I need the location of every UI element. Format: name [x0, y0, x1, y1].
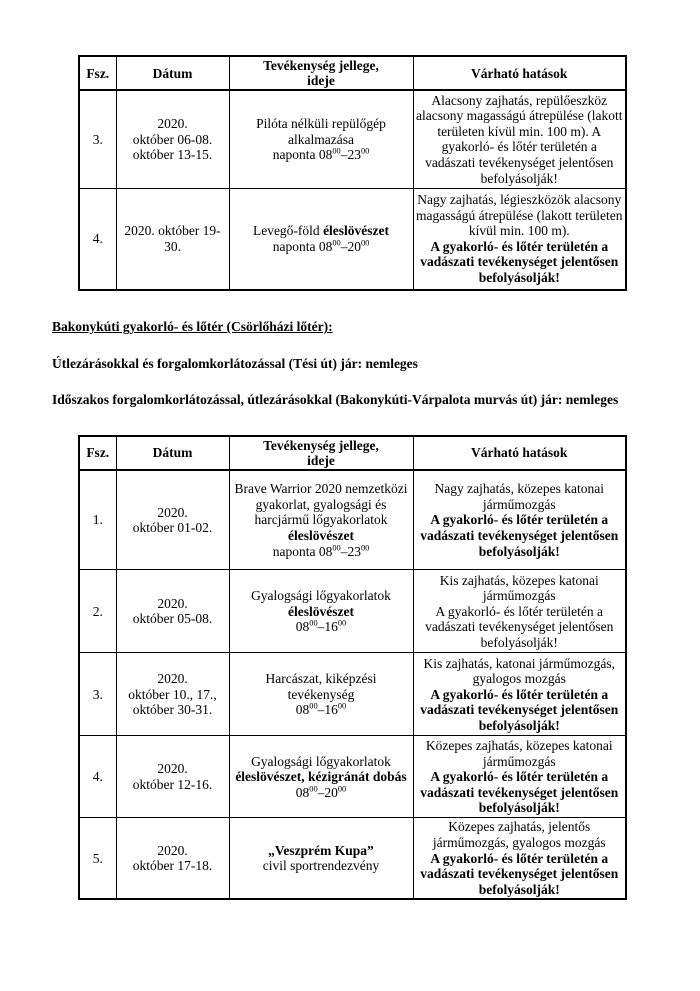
cell-date: [116, 736, 229, 818]
header-activity-line1: Tevékenység jellege,: [263, 58, 379, 73]
cell-effects: [413, 653, 626, 736]
restriction-line-2: Időszakos forgalomkorlátozással, útlezárásokkal (Bakonykúti-Várpalota murvás út) jár: nemleges: [52, 392, 619, 408]
activity-text: civil sportrendezvény: [262, 858, 380, 874]
time-sup: 00: [332, 238, 341, 248]
time-text: –16: [317, 619, 338, 635]
effects-text: Nagy zajhatás, közepes katonai járműmozgás: [434, 481, 604, 512]
header-fsz: Fsz.: [79, 436, 116, 470]
cell-activity: [229, 570, 413, 653]
time-sup: 00: [337, 618, 347, 628]
time-text: –20: [317, 784, 338, 800]
cell-activity: [229, 188, 413, 290]
time-sup: 00: [309, 618, 318, 628]
cell-effects: [413, 470, 626, 570]
effects-text: A gyakorló- és lőtér területén a vadászati tevékenységet jelentősen befolyásolják!: [425, 603, 614, 650]
header-activity-line2: ideje: [307, 452, 335, 468]
activity-text: Pilóta nélküli repülőgép alkalmazása: [256, 116, 386, 147]
cell-activity: [229, 470, 413, 570]
time-sup: 00: [309, 784, 318, 794]
effects-text: Közepes zajhatás, jelentős járműmozgás, gyalogos mozgás: [432, 819, 606, 850]
effects-text: Kis zajhatás, közepes katonai járműmozgás: [439, 572, 599, 604]
cell-date: [116, 470, 229, 570]
cell-effects: [413, 736, 626, 818]
time-sup: 00: [309, 701, 318, 711]
section-block: [52, 319, 670, 408]
date-line: október 12-16.: [132, 776, 213, 792]
effects-bold-text: A gyakorló- és lőtér területén a vadászati tevékenységet jelentősen befolyásolják!: [420, 686, 619, 733]
activity-text: Harcászat, kiképzési tevékenység: [265, 671, 377, 702]
activity-time: [232, 785, 411, 801]
effects-text: Kis zajhatás, katonai járműmozgás, gyalogos mozgás: [423, 655, 616, 687]
time-sup: 00: [337, 701, 347, 711]
time-sup: 00: [337, 784, 347, 794]
cell-fsz: 1.: [79, 470, 116, 570]
cell-activity: [229, 736, 413, 818]
time-text: naponta 08: [272, 238, 333, 254]
activity-time: [232, 619, 411, 635]
date-line: október 10., 17.,: [128, 686, 217, 702]
time-text: naponta 08: [272, 543, 333, 559]
date-line: 2020. október 19-30.: [124, 223, 221, 254]
cell-fsz: 3.: [79, 653, 116, 736]
cell-date: [116, 90, 229, 188]
cell-effects: [413, 90, 626, 188]
date-line: október 06-08.: [132, 131, 213, 147]
header-activity: [229, 436, 413, 470]
header-fsz: Fsz.: [79, 56, 116, 90]
date-line: 2020.: [157, 671, 188, 687]
cell-fsz: 4.: [79, 188, 116, 290]
cell-activity: [229, 653, 413, 736]
time-sup: 00: [360, 238, 370, 248]
table-row: [79, 736, 626, 818]
time-text: naponta 08: [272, 147, 333, 163]
header-datum: Dátum: [116, 56, 229, 90]
cell-date: [116, 653, 229, 736]
schedule-table-1: [78, 55, 627, 291]
header-datum: Dátum: [116, 436, 229, 470]
schedule-table-2: [78, 435, 627, 900]
time-sup: 00: [360, 543, 370, 552]
cell-fsz: 2.: [79, 570, 116, 653]
date-line: 2020.: [157, 504, 188, 520]
date-line: 2020.: [157, 116, 188, 132]
cell-date: [116, 570, 229, 653]
activity-bold: éleslövészet: [323, 223, 390, 239]
table-row: [79, 818, 626, 899]
activity-time: [232, 147, 411, 163]
activity-text: Gyalogsági lőgyakorlatok: [251, 588, 391, 604]
effects-bold-text: A gyakorló- és lőtér területén a vadászati tevékenységet jelentősen befolyásolják!: [420, 512, 619, 559]
date-line: 2020.: [157, 842, 188, 858]
table-row: [79, 570, 626, 653]
activity-text: Gyalogsági lőgyakorlatok: [251, 753, 391, 769]
cell-effects: [413, 188, 626, 290]
activity-text: Brave Warrior 2020 nemzetközi gyakorlat, gyalogsági és harcjármű lőgyakorlatok: [234, 481, 408, 528]
header-activity: [229, 56, 413, 90]
time-text: 08: [295, 619, 310, 635]
cell-fsz: 3.: [79, 90, 116, 188]
time-text: –23: [340, 543, 361, 559]
activity-time: [232, 544, 411, 560]
table-row: [79, 90, 626, 188]
effects-text: Alacsony zajhatás, repülőeszköz alacsony magasságú átrepülése (lakott területen kívül min. 100 m). A gyakorló- és lőtér területén a vadászati tevékenységet jelentősen befolyásolják!: [415, 92, 623, 186]
time-text: –16: [317, 702, 338, 718]
cell-activity: [229, 90, 413, 188]
time-text: –23: [340, 147, 361, 163]
time-text: –20: [340, 238, 361, 254]
table-row: [79, 188, 626, 290]
effects-text: Közepes zajhatás, közepes katonai járműmozgás: [425, 738, 613, 769]
date-line: 2020.: [157, 761, 188, 777]
activity-bold: éleslövészet: [288, 603, 354, 619]
header-activity-line1: Tevékenység jellege,: [263, 437, 379, 453]
cell-date: [116, 188, 229, 290]
time-text: 08: [295, 702, 310, 718]
date-line: október 13-15.: [132, 147, 213, 163]
header-effects: Várható hatások: [413, 56, 626, 90]
activity-bold: „Veszprém Kupa”: [268, 842, 374, 858]
effects-bold-text: A gyakorló- és lőtér területén a vadászati tevékenységet jelentősen befolyásolják!: [420, 850, 619, 897]
time-text: 08: [295, 784, 310, 800]
activity-time: [232, 239, 411, 255]
time-sup: 00: [332, 146, 341, 156]
header-activity-line2: ideje: [307, 73, 335, 89]
cell-fsz: 5.: [79, 818, 116, 899]
date-line: október 01-02.: [132, 520, 213, 536]
table-row: [79, 470, 626, 570]
activity-normal: Levegő-föld: [252, 223, 324, 239]
date-line: október 30-31.: [132, 702, 213, 718]
cell-date: [116, 818, 229, 899]
section-heading: Bakonykúti gyakorló- és lőtér (Csörlőházi lőtér):: [52, 319, 333, 335]
time-sup: 00: [332, 543, 341, 552]
activity-bold: éleslövészet, kézigránát dobás: [235, 769, 407, 785]
date-line: október 17-18.: [132, 858, 213, 874]
cell-effects: [413, 818, 626, 899]
effects-bold-text: A gyakorló- és lőtér területén a vadászati tevékenységet jelentősen befolyásolják!: [420, 769, 619, 816]
cell-fsz: 4.: [79, 736, 116, 818]
cell-effects: [413, 570, 626, 653]
cell-activity: [229, 818, 413, 899]
date-line: október 05-08.: [132, 611, 213, 627]
header-effects: Várható hatások: [413, 436, 626, 470]
restriction-line-1: Útlezárásokkal és forgalomkorlátozással (Tési út) jár: nemleges: [52, 355, 418, 371]
activity-text: [232, 223, 411, 239]
table-row: [79, 653, 626, 736]
effects-bold-text: A gyakorló- és lőtér területén a vadászati tevékenységet jelentősen befolyásolják!: [420, 238, 619, 285]
activity-time: [232, 702, 411, 718]
table-header-row: [79, 436, 626, 470]
date-line: 2020.: [157, 595, 188, 611]
activity-bold: éleslövészet: [288, 527, 354, 543]
effects-text: Nagy zajhatás, légieszközök alacsony magasságú átrepülése (lakott területen kívül min. 100 m).: [415, 192, 623, 239]
time-sup: 00: [360, 146, 370, 156]
table-header-row: [79, 56, 626, 90]
